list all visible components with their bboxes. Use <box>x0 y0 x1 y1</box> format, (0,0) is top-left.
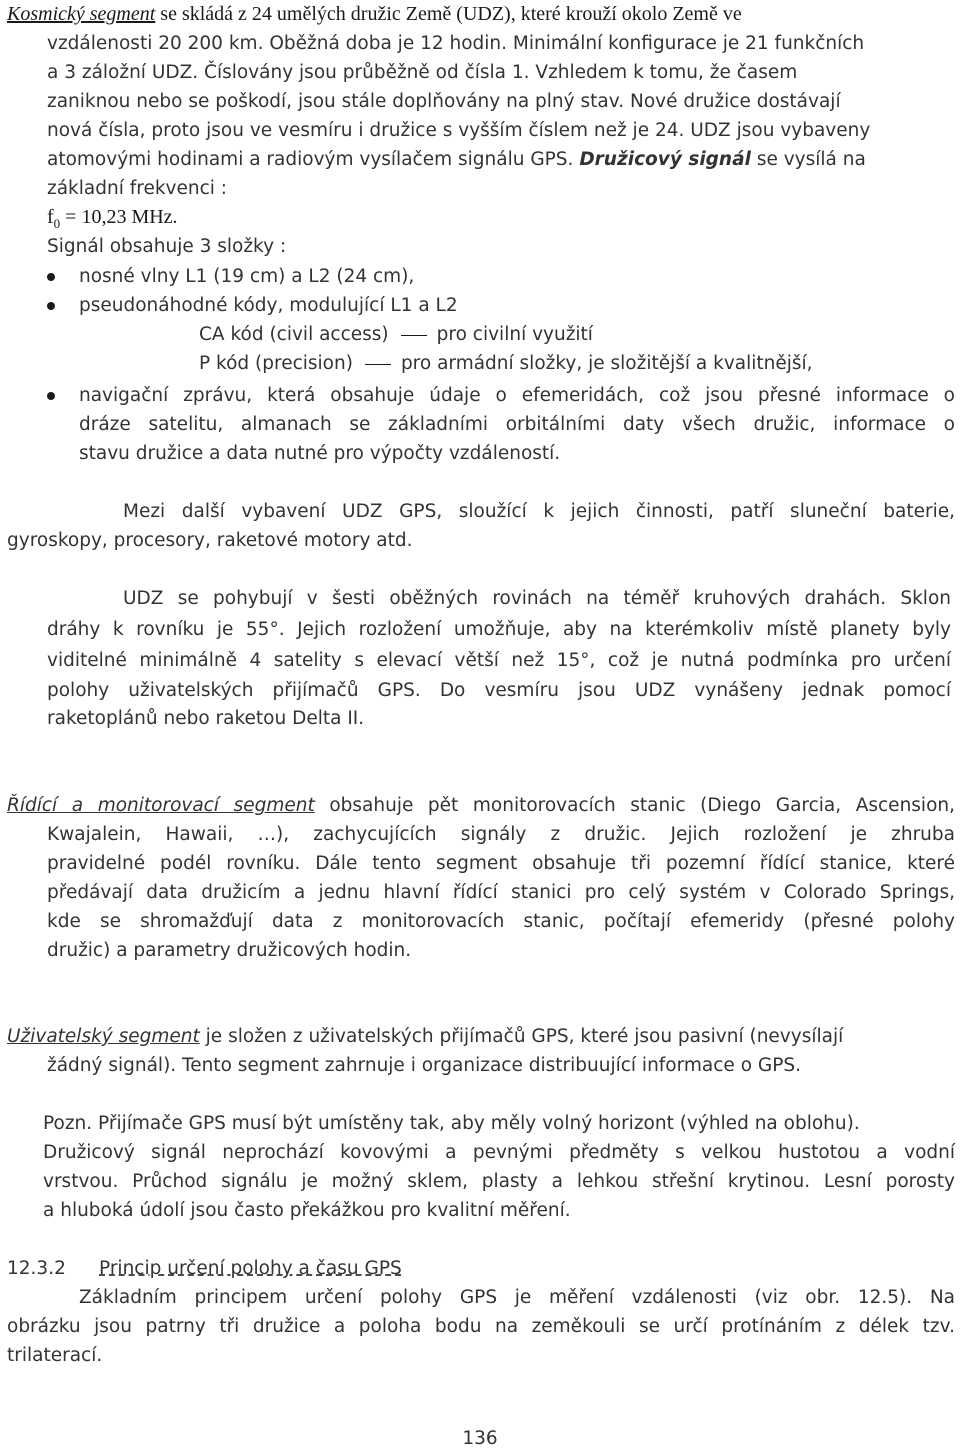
text: pro armádní složky, je složitější a kvalitnější, <box>400 353 813 374</box>
bullet-icon <box>47 273 55 281</box>
signal-components-intro: Signál obsahuje 3 složky : <box>47 236 287 257</box>
term-druzicovy-signal: Družicový signál <box>579 149 751 170</box>
section-line-1: Základním principem určení polohy GPS je měření vzdálenosti (viz obr. 12.5). Na <box>79 1287 955 1308</box>
sub-item-p-code <box>199 349 813 378</box>
dash-icon <box>401 335 427 336</box>
section-line-2: obrázku jsou patrny tři družice a poloha bodu na zeměkouli se určí protínáním z délek tzv. <box>7 1316 955 1337</box>
list-item: navigační zprávu, která obsahuje údaje o efemeridách, což jsou přesné informace o <box>79 385 955 406</box>
text: se skládá z 24 umělých družic Země (UDZ), které krouží okolo Země ve <box>160 3 742 25</box>
kosmicky-line-1 <box>7 0 742 29</box>
user-segment-line-1 <box>7 1022 843 1051</box>
kosmicky-line-4 <box>47 87 841 116</box>
term-uzivatelsky-segment: Uživatelský segment <box>7 1026 200 1047</box>
term-kosmicky-segment: Kosmický segment <box>7 3 156 25</box>
text: Nové družice dostávají <box>630 91 841 112</box>
control-segment-line-5: kde se shromažďují data z monitorovacích stanic, počítají efemeridy (přesné polohy <box>47 911 955 932</box>
control-segment-line-6: družic) a parametry družicových hodin. <box>47 940 412 961</box>
bullet-icon <box>47 392 55 400</box>
kosmicky-line-7: základní frekvenci : <box>47 178 228 199</box>
sub-item-ca-code <box>199 320 593 349</box>
kosmicky-line-6 <box>47 145 866 174</box>
symbol-f: f <box>47 206 54 228</box>
section-title: Princip určení polohy a času GPS <box>99 1258 402 1279</box>
note-line-3: vrstvou. Průchod signálu je možný sklem, plasty a lehkou střešní krytinou. Lesní porosty <box>43 1171 955 1192</box>
note-line-2: Družicový signál neprochází kovovými a pevnými předměty s velkou hustotou a vodní <box>43 1142 955 1163</box>
text: se vysílá na <box>756 149 866 170</box>
note-line-1: Pozn. Přijímače GPS musí být umístěny tak, aby měly volný horizont (výhled na oblohu). <box>43 1113 860 1134</box>
user-segment-line-2: žádný signál). Tento segment zahrnuje i organizace distribuující informace o GPS. <box>47 1055 802 1076</box>
kosmicky-line-2: vzdálenosti 20 200 km. Oběžná doba je 12 hodin. Minimální konfigurace je 21 funkčních <box>47 33 865 54</box>
text: je složen z uživatelských přijímačů GPS, které jsou pasivní (nevysílají <box>205 1026 844 1047</box>
text: P kód (precision) <box>199 353 353 374</box>
text: pro civilní využití <box>436 324 593 345</box>
frequency-value: = 10,23 MHz. <box>65 206 178 228</box>
list-item: nosné vlny L1 (19 cm) a L2 (24 cm), <box>79 266 415 287</box>
subscript: 0 <box>53 216 61 231</box>
text: nová čísla, proto jsou ve vesmíru i družice s vyšším číslem než je <box>47 120 650 141</box>
orbit-paragraph-line-4: polohy uživatelských přijímačů GPS. Do vesmíru jsou UDZ vynášeny jednak pomocí <box>47 680 951 701</box>
text: obsahuje pět monitorovacích stanic (Diego Garcia, Ascension, <box>329 795 955 816</box>
orbit-paragraph-line-3: viditelné minimálně 4 satelity s elevací větší než 15°, což je nutná podmínka pro určení <box>47 650 951 671</box>
orbit-paragraph-line-2: dráhy k rovníku je 55°. Jejich rozložení umožňuje, aby na kterémkoliv místě planety byly <box>47 619 951 640</box>
page-number: 136 <box>462 1428 498 1449</box>
list-item-continued: stavu družice a data nutné pro výpočty vzdáleností. <box>79 443 561 464</box>
control-segment-line-3: pravidelné podél rovníku. Dále tento segment obsahuje tři pozemní řídící stanice, které <box>47 853 955 874</box>
text: atomovými hodinami a radiovým vysílačem signálu GPS. <box>47 149 574 170</box>
bullet-icon <box>47 302 55 310</box>
list-item-continued: dráze satelitu, almanach se základními orbitálními daty všech družic, informace o <box>79 414 955 435</box>
equipment-paragraph: Mezi další vybavení UDZ GPS, sloužící k jejich činnosti, patří sluneční baterie, <box>123 501 955 522</box>
control-segment-line-2: Kwajalein, Hawaii, …), zachycujících signály z družic. Jejich rozložení je zhruba <box>47 824 955 845</box>
text: CA kód (civil access) <box>199 324 389 345</box>
dash-icon <box>365 364 391 365</box>
text: 24. UDZ jsou vybaveny <box>654 120 871 141</box>
control-segment-line-4: předávají data družicím a jednu hlavní řídící stanici pro celý systém v Colorado Springs, <box>47 882 955 903</box>
kosmicky-line-3: a 3 záložní UDZ. Číslovány jsou průběžně od čísla 1. Vzhledem k tomu, že časem <box>47 62 798 83</box>
orbit-paragraph-line-1: UDZ se pohybují v šesti oběžných rovinách na téměř kruhových drahách. Sklon <box>123 588 951 609</box>
text: zaniknou nebo se poškodí, jsou stále doplňovány na plný stav. <box>47 91 625 112</box>
equipment-paragraph-continued: gyroskopy, procesory, raketové motory atd. <box>7 530 413 551</box>
note-line-4: a hluboká údolí jsou často překážkou pro kvalitní měření. <box>43 1200 571 1221</box>
section-number: 12.3.2 <box>7 1258 66 1279</box>
control-segment-line-1 <box>7 791 955 820</box>
list-item: pseudonáhodné kódy, modulující L1 a L2 <box>79 295 458 316</box>
orbit-paragraph-line-5: raketoplánů nebo raketou Delta II. <box>47 708 365 729</box>
term-ridici-segment: Řídící a monitorovací segment <box>7 795 315 816</box>
kosmicky-line-5 <box>47 116 870 145</box>
section-line-3: trilaterací. <box>7 1345 103 1366</box>
